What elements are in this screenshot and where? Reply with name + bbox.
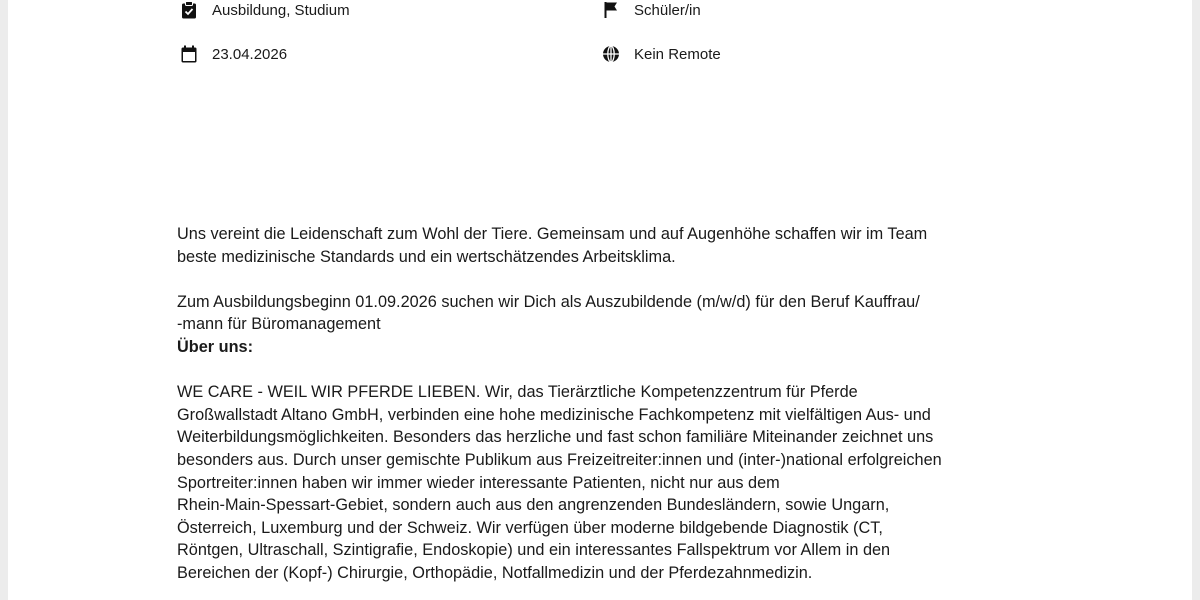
flag-icon [602, 1, 620, 19]
intro-line-2: beste medizinische Standards und ein wertschätzendes Arbeitsklima. [177, 247, 676, 266]
about-line-8: Röntgen, Ultraschall, Szintigrafie, Endoskopie) und ein interessantes Fallspektrum vor Allem in den [177, 541, 891, 560]
meta-type-value: Ausbildung, Studium [212, 1, 350, 19]
about-line-5: Sportreiter:innen haben wir immer wieder interessante Patienten, nicht nur aus dem [177, 473, 780, 492]
calendar-icon [180, 45, 198, 63]
about-line-7: Österreich, Luxemburg und der Schweiz. Wir verfügen über moderne bildgebende Diagnostik (CT, [177, 518, 883, 537]
offer-line-1: Zum Ausbildungsbeginn 01.09.2026 suchen wir Dich als Auszubildende (m/w/d) für den Beruf Kauffrau/ [177, 292, 920, 311]
clipboard-check-icon [180, 1, 198, 19]
offer-line-2: -mann für Büromanagement [177, 315, 381, 334]
job-description [177, 223, 1037, 585]
job-posting-page [8, 0, 1192, 600]
meta-remote [602, 44, 721, 64]
globe-icon [602, 45, 620, 63]
about-line-4: besonders aus. Durch unser gemischte Publikum aus Freizeitreiter:innen und (inter-)national erfolgreichen [177, 450, 942, 469]
meta-date [180, 44, 287, 64]
about-line-9: Bereichen der (Kopf-) Chirurgie, Orthopädie, Notfallmedizin und der Pferdezahnmedizin. [177, 563, 813, 582]
about-line-3: Weiterbildungsmöglichkeiten. Besonders das herzliche und fast schon familiäre Miteinander zeichnet uns [177, 428, 934, 447]
intro-line-1: Uns vereint die Leidenschaft zum Wohl der Tiere. Gemeinsam und auf Augenhöhe schaffen wir im Team [177, 225, 928, 243]
about-line-6: Rhein-Main-Spessart-Gebiet, sondern auch aus den angrenzenden Bundesländern, sowie Ungarn, [177, 496, 890, 515]
meta-audience-value: Schüler/in [634, 1, 701, 19]
meta-date-value: 23.04.2026 [212, 45, 288, 63]
about-line-1: WE CARE - WEIL WIR PFERDE LIEBEN. Wir, das Tierärztliche Kompetenzzentrum für Pferde [177, 383, 858, 402]
about-line-2: Großwallstadt Altano GmbH, verbinden eine hohe medizinische Fachkompetenz mit vielfältigen Aus- und [177, 405, 931, 424]
meta-type [180, 0, 350, 20]
meta-audience [602, 0, 701, 20]
about-heading: Über uns: [177, 337, 253, 356]
meta-remote-value: Kein Remote [634, 45, 721, 63]
